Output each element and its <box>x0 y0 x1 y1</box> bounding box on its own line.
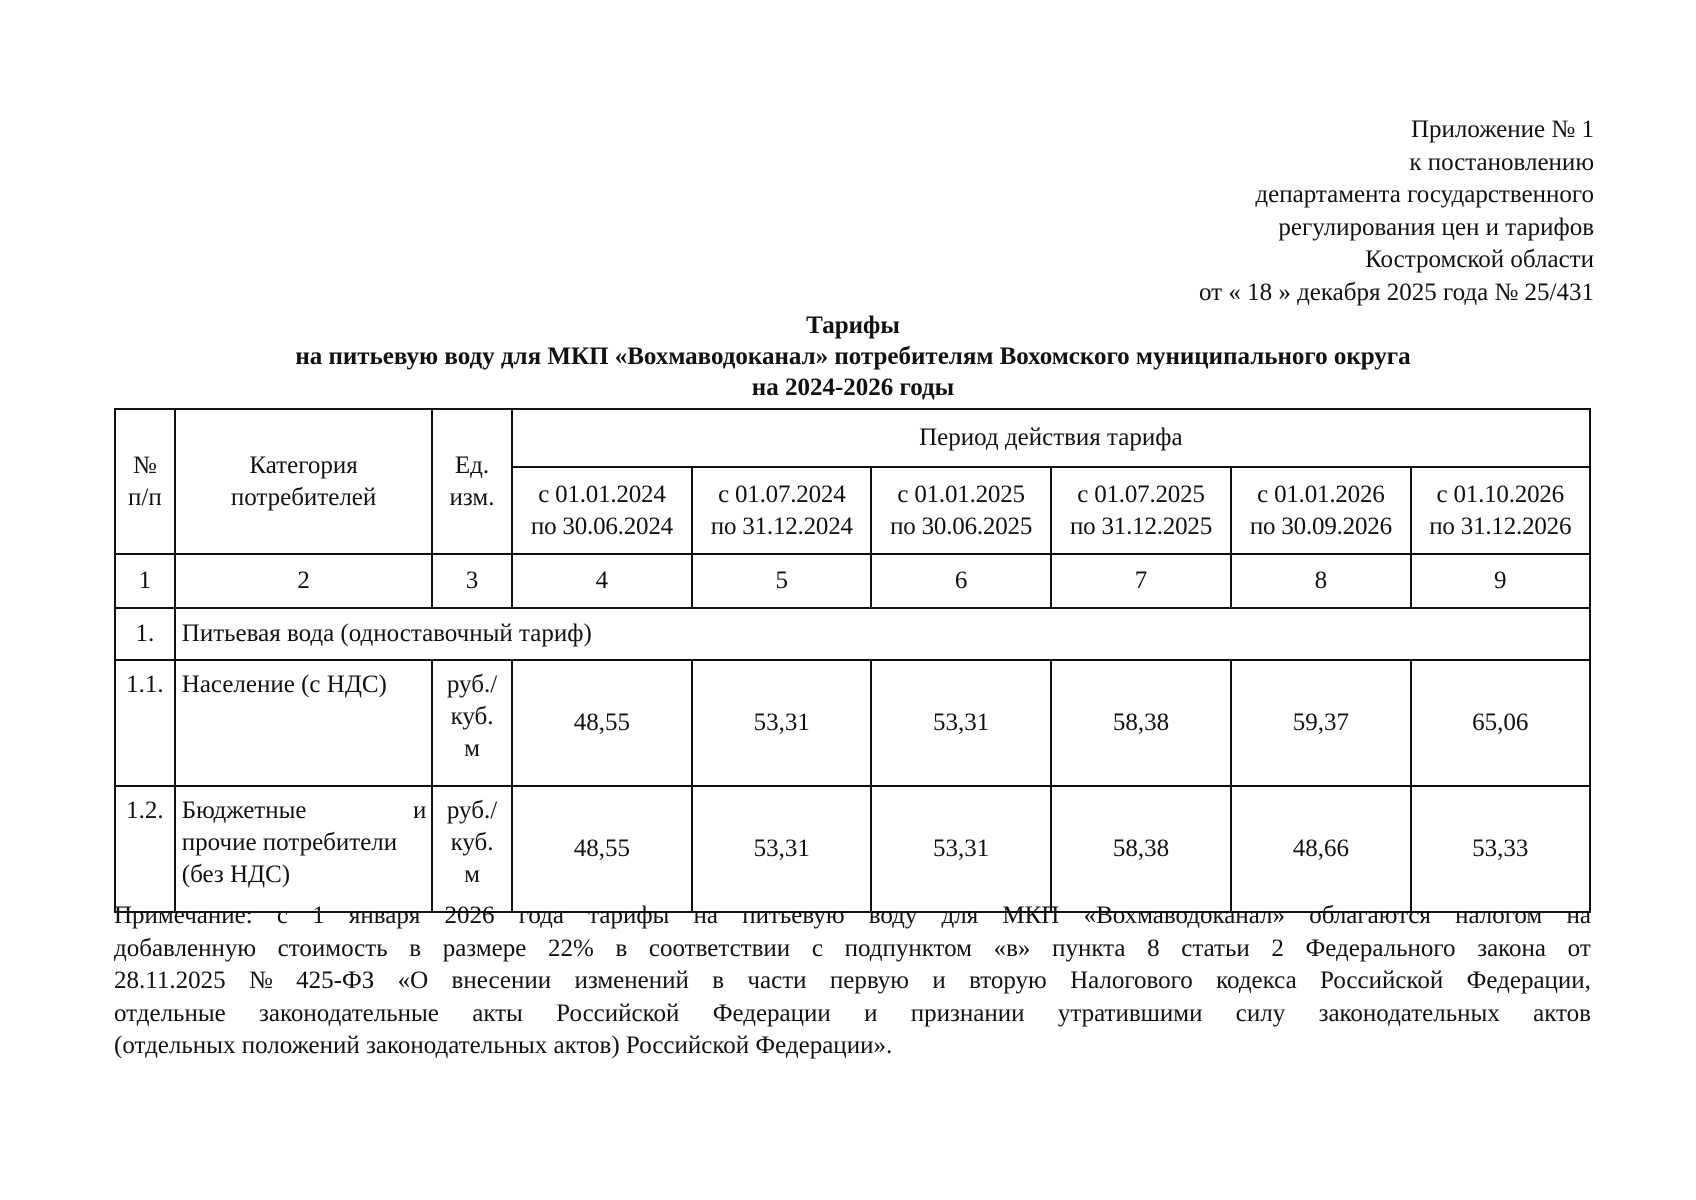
row-category-line: Население (с НДС) <box>181 671 387 698</box>
tariff-value: 58,38 <box>1051 660 1231 786</box>
tariff-value: 53,31 <box>871 660 1050 786</box>
note-word: с <box>276 902 288 929</box>
note-word: 22% <box>547 934 594 962</box>
note-line <box>114 900 1591 933</box>
appendix-line: от « 18 » декабря 2025 года № 25/431 <box>1198 278 1594 306</box>
note-word: от <box>1567 934 1591 962</box>
note-word: 425-ФЗ <box>296 967 375 994</box>
note-word: и <box>932 967 946 994</box>
note-word: Федерации, <box>1466 967 1591 994</box>
title-line: Тарифы <box>806 312 900 339</box>
appendix-line: департамента государственного <box>1255 181 1594 208</box>
note-word: Налогового <box>1070 967 1193 994</box>
period-to: по 30.06.2024 <box>530 512 673 540</box>
appendix-line: Костромской области <box>1365 246 1594 273</box>
section-number: 1. <box>115 608 175 660</box>
header-num-line: п/п <box>128 483 162 511</box>
row-unit-line: м <box>464 735 480 762</box>
note-word: изменений <box>574 967 689 994</box>
appendix-block <box>1199 114 1594 309</box>
header-category-line: потребителей <box>230 483 377 511</box>
note-word: кодекса <box>1216 967 1297 994</box>
note-word: силу <box>1235 999 1286 1027</box>
row-category-word: и <box>412 797 427 824</box>
note-block <box>114 900 1591 1063</box>
note-word: статьи <box>1181 934 1250 962</box>
title-line: на питьевую воду для МКП «Вохмаводоканал» потребителям Вохомского муниципального округа <box>295 343 1411 370</box>
tariff-value: 53,31 <box>692 786 871 912</box>
header-unit-line: Ед. <box>454 451 490 479</box>
column-number: 1 <box>115 554 175 608</box>
note-word: части <box>747 967 807 994</box>
note-word: облагаются <box>1309 902 1431 929</box>
note-word: Примечание: <box>114 902 253 929</box>
header-period <box>871 467 1050 554</box>
note-word: 2 <box>1271 934 1284 962</box>
note-word: Российской <box>1320 967 1444 994</box>
header-num-line: № <box>132 451 157 479</box>
row-unit-line: руб./ <box>446 671 498 698</box>
tariff-table <box>114 408 1591 913</box>
header-period <box>1231 467 1410 554</box>
period-from: с 01.07.2024 <box>718 480 846 508</box>
period-to: по 31.12.2025 <box>1069 512 1212 540</box>
note-word: пункта <box>1052 934 1126 962</box>
tariff-value: 48,66 <box>1231 786 1410 912</box>
table-row <box>115 786 1590 912</box>
note-word: 8 <box>1147 934 1160 962</box>
header-category <box>175 409 433 554</box>
column-number: 7 <box>1051 554 1231 608</box>
row-number: 1.1. <box>115 660 175 786</box>
column-number: 8 <box>1231 554 1410 608</box>
row-category-line: прочие потребители <box>181 829 398 856</box>
note-word: в <box>712 967 725 994</box>
note-word: вторую <box>969 967 1047 994</box>
header-num <box>115 409 175 554</box>
column-number: 4 <box>512 554 692 608</box>
note-word: размере <box>442 934 527 962</box>
note-word: налогом <box>1455 902 1543 929</box>
note-word: и <box>864 999 878 1027</box>
note-line <box>114 965 1591 998</box>
row-category <box>175 660 433 786</box>
row-category-line: (без НДС) <box>181 861 291 888</box>
note-word: стоимость <box>277 934 388 962</box>
section-label: Питьевая вода (одноставочный тариф) <box>175 608 1590 660</box>
note-word: питьевую <box>742 902 845 929</box>
period-from: с 01.07.2025 <box>1077 480 1205 508</box>
row-unit <box>432 660 511 786</box>
note-word: тарифы <box>588 902 670 929</box>
row-unit-line: м <box>464 861 480 888</box>
note-word: утратившими <box>1057 999 1203 1027</box>
note-word: Федерального <box>1305 934 1456 962</box>
note-word: № <box>248 967 273 994</box>
note-word: соответствии <box>648 934 791 962</box>
tariff-value: 53,33 <box>1411 786 1590 912</box>
period-to: по 31.12.2024 <box>710 512 853 540</box>
note-word: отдельные <box>114 999 226 1027</box>
column-number: 2 <box>175 554 433 608</box>
header-period <box>1411 467 1590 554</box>
period-to: по 31.12.2026 <box>1429 512 1572 540</box>
tariff-value: 59,37 <box>1231 660 1410 786</box>
appendix-line: регулирования цен и тарифов <box>1278 213 1594 241</box>
appendix-line: Приложение № 1 <box>1410 116 1594 143</box>
note-word: 1 <box>312 902 325 929</box>
note-word: первую <box>829 967 909 994</box>
row-unit-line: куб. <box>450 829 494 856</box>
note-word: признании <box>910 999 1025 1027</box>
note-word: года <box>518 902 564 929</box>
note-word: 28.11.2025 <box>114 967 226 994</box>
note-word: закона <box>1477 934 1547 962</box>
period-to: по 30.09.2026 <box>1249 512 1392 540</box>
header-period <box>692 467 871 554</box>
note-word: законодательные <box>259 999 439 1027</box>
tariff-value: 53,31 <box>871 786 1050 912</box>
note-word: «О <box>397 967 429 994</box>
column-number: 9 <box>1411 554 1590 608</box>
column-number: 6 <box>871 554 1050 608</box>
table-header-row <box>115 409 1590 467</box>
appendix-line: к постановлению <box>1409 148 1594 176</box>
row-unit <box>432 786 511 912</box>
row-unit-line: руб./ <box>446 797 498 824</box>
header-period-title: Период действия тарифа <box>512 409 1590 467</box>
note-word: «Вохмаводоканал» <box>1083 902 1286 929</box>
note-line: (отдельных положений законодательных актов) Российской Федерации». <box>114 1032 893 1059</box>
period-from: с 01.10.2026 <box>1436 480 1564 508</box>
note-word: актов <box>1533 999 1591 1027</box>
note-word: внесении <box>451 967 552 994</box>
header-unit-line: изм. <box>449 483 495 511</box>
note-line <box>114 933 1591 966</box>
note-word: воду <box>868 902 918 929</box>
row-number: 1.2. <box>115 786 175 912</box>
column-numbers-row <box>115 554 1590 608</box>
note-word: для <box>941 902 979 929</box>
table-row <box>115 660 1590 786</box>
row-unit-line: куб. <box>450 703 494 730</box>
note-word: законодательных <box>1318 999 1500 1027</box>
note-word: 2026 <box>444 902 495 929</box>
row-category-word: Бюджетные <box>181 797 307 824</box>
note-word: с <box>811 934 823 962</box>
section-row <box>115 608 1590 660</box>
note-word: в <box>615 934 628 962</box>
note-word: «в» <box>993 934 1031 962</box>
note-word: в <box>409 934 422 962</box>
row-category-first-line <box>182 795 427 827</box>
note-word: добавленную <box>114 934 257 962</box>
tariff-value: 58,38 <box>1051 786 1231 912</box>
document-title <box>114 310 1592 403</box>
note-line <box>114 998 1591 1031</box>
tariff-value: 48,55 <box>512 786 692 912</box>
note-word: Федерации <box>712 999 831 1027</box>
column-number: 5 <box>692 554 871 608</box>
period-from: с 01.01.2025 <box>897 480 1025 508</box>
note-word: на <box>1566 902 1591 929</box>
header-period <box>1051 467 1231 554</box>
note-word: акты <box>472 999 523 1027</box>
header-category-line: Категория <box>249 451 358 479</box>
column-number: 3 <box>432 554 511 608</box>
title-line: на 2024-2026 годы <box>751 374 955 401</box>
row-category <box>175 786 433 912</box>
note-word: подпунктом <box>844 934 972 962</box>
note-word: на <box>693 902 718 929</box>
period-to: по 30.06.2025 <box>890 512 1033 540</box>
header-unit <box>432 409 511 554</box>
note-word: МКП <box>1002 902 1060 929</box>
note-word: января <box>348 902 421 929</box>
header-period <box>512 467 692 554</box>
tariff-value: 53,31 <box>692 660 871 786</box>
tariff-value: 48,55 <box>512 660 692 786</box>
note-word: Российской <box>556 999 680 1027</box>
tariff-value: 65,06 <box>1411 660 1590 786</box>
period-from: с 01.01.2024 <box>538 480 666 508</box>
period-from: с 01.01.2026 <box>1257 480 1385 508</box>
